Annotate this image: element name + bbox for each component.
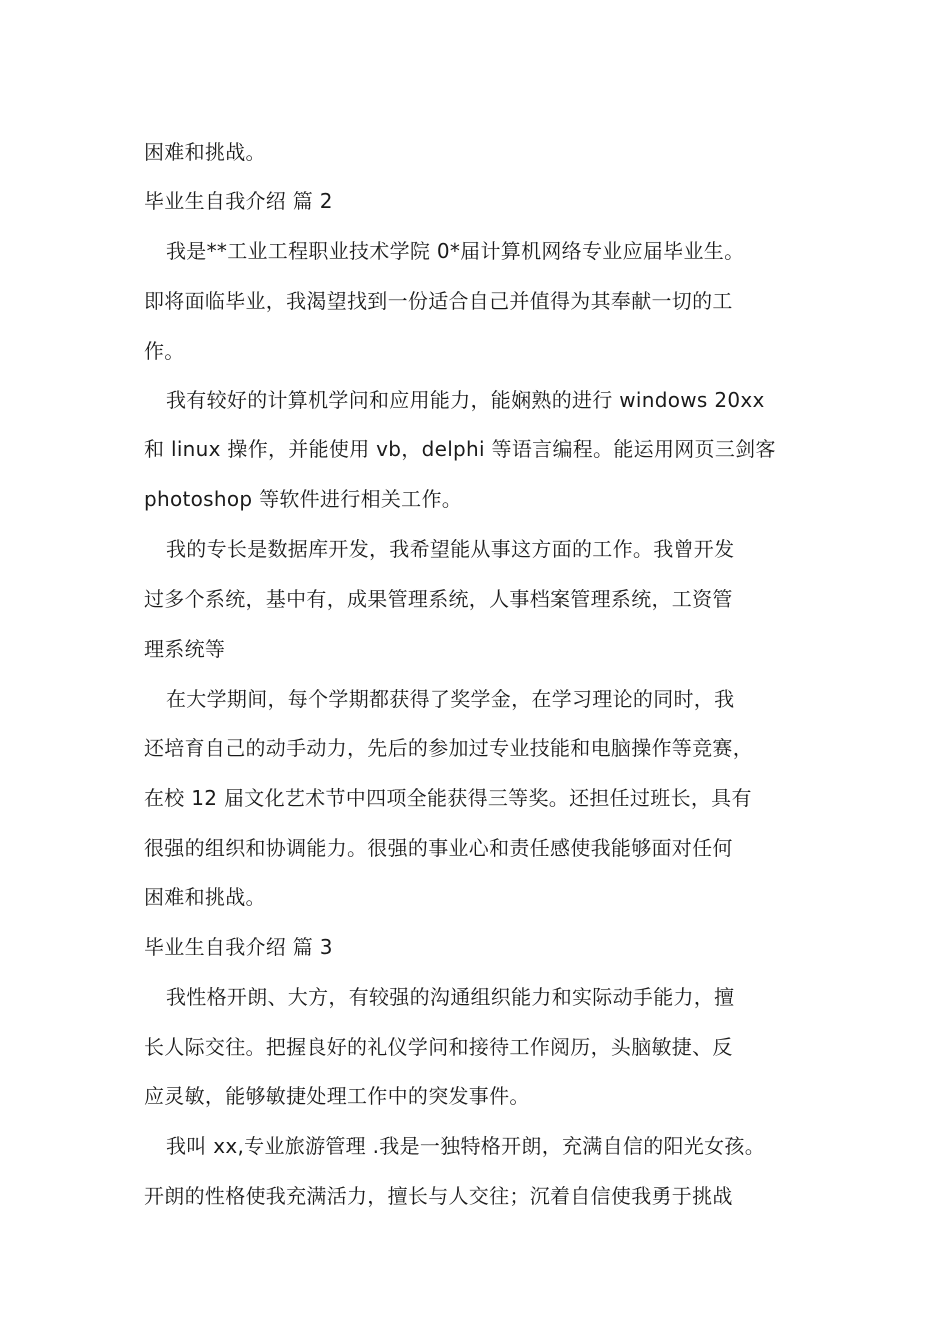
paragraph-line: 我性格开朗、大方，有较强的沟通组织能力和实际动手能力，擅: [166, 985, 735, 1009]
paragraph-line: 理系统等: [144, 637, 226, 661]
paragraph-line: 在大学期间，每个学期都获得了奖学金，在学习理论的同时，我: [166, 687, 735, 711]
section-heading: 毕业生自我介绍 篇 3: [144, 935, 333, 959]
paragraph-line: 我是**工业工程职业技术学院 0*届计算机网络专业应届毕业生。: [166, 239, 745, 263]
paragraph-line: 长人际交往。把握良好的礼仪学问和接待工作阅历，头脑敏捷、反: [144, 1035, 733, 1059]
paragraph-line: 开朗的性格使我充满活力，擅长与人交往；沉着自信使我勇于挑战: [144, 1184, 733, 1208]
paragraph-line: photoshop 等软件进行相关工作。: [144, 487, 463, 511]
section-heading: 毕业生自我介绍 篇 2: [144, 189, 333, 213]
text-line: 困难和挑战。: [144, 140, 266, 164]
paragraph-line: 即将面临毕业，我渴望找到一份适合自己并值得为其奉献一切的工: [144, 289, 733, 313]
paragraph-line: 我叫 xx,专业旅游管理 .我是一独特格开朗，充满自信的阳光女孩。: [166, 1134, 766, 1158]
paragraph-line: 很强的组织和协调能力。很强的事业心和责任感使我能够面对任何: [144, 836, 733, 860]
paragraph-line: 我有较好的计算机学问和应用能力，能娴熟的进行 windows 20xx: [166, 388, 765, 412]
paragraph-line: 困难和挑战。: [144, 885, 266, 909]
paragraph-line: 在校 12 届文化艺术节中四项全能获得三等奖。还担任过班长，具有: [144, 786, 752, 810]
paragraph-line: 过多个系统，基中有，成果管理系统，人事档案管理系统，工资管: [144, 587, 733, 611]
paragraph-line: 和 linux 操作，并能使用 vb，delphi 等语言编程。能运用网页三剑客: [144, 437, 776, 461]
paragraph-line: 应灵敏，能够敏捷处理工作中的突发事件。: [144, 1084, 530, 1108]
paragraph-line: 作。: [144, 339, 185, 363]
paragraph-line: 我的专长是数据库开发，我希望能从事这方面的工作。我曾开发: [166, 537, 735, 561]
paragraph-line: 还培育自己的动手动力，先后的参加过专业技能和电脑操作等竞赛，: [144, 736, 753, 760]
